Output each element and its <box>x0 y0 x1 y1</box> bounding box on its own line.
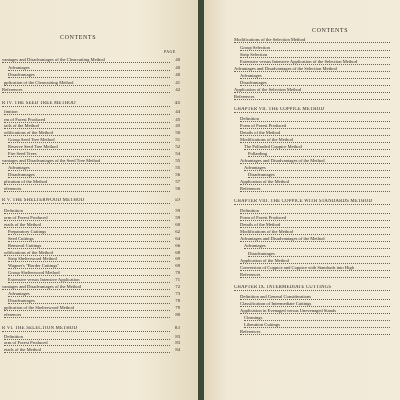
left-toc-entry-page: 54 <box>175 151 180 156</box>
left-toc-entry <box>8 144 180 151</box>
left-toc-entry-page: 69 <box>175 256 180 261</box>
left-toc-entry-page: 59 <box>174 198 180 203</box>
left-toc-entry-title: orm of Forest Produced <box>4 215 48 220</box>
left-toc-entry <box>4 186 180 193</box>
right-toc-entry-title: Pollarding <box>248 151 268 156</box>
left-toc-entry-title: R V. THE SHELTERWOOD METHOD <box>2 198 85 203</box>
left-toc-entry <box>8 243 180 250</box>
right-toc-entry <box>244 243 400 250</box>
right-toc-entry <box>240 59 400 66</box>
left-toc-entry-page: 59 <box>175 215 180 220</box>
left-toc-entry <box>2 326 180 333</box>
left-toc-entry-page: 40 <box>175 72 180 77</box>
right-toc-entry <box>240 116 400 123</box>
left-toc-entry <box>4 347 180 354</box>
right-toc-entry-title: Disadvantages <box>248 251 275 256</box>
left-toc-entry <box>8 270 180 277</box>
left-toc-entry-page: 70 <box>175 270 180 275</box>
right-toc-entry-title: Application in Evenaged versus Unevenaged Stands <box>240 308 337 313</box>
right-toc-entry-title: Definition <box>240 116 259 121</box>
left-toc-entry-title: tails of the Method <box>4 123 39 128</box>
dot-leader <box>8 70 170 71</box>
left-toc-entry-title: vantages and Disadvantages of the Seed Tree Method <box>2 158 101 163</box>
left-toc-entry-title: R VI. THE SELECTION METHOD <box>2 326 78 331</box>
left-toc-entry-title: etails of the Method <box>4 222 41 227</box>
right-toc-entry-title: References <box>240 272 261 277</box>
right-toc-entry-title: Advantages and Disadvantages of the Selection Method <box>234 66 337 71</box>
dot-leader <box>244 320 390 321</box>
right-toc-entry-title: Liberation Cuttings <box>244 322 280 327</box>
left-toc-entry-page: 59 <box>175 208 180 213</box>
right-toc-entry-title: Modifications of the Method <box>240 229 293 234</box>
left-toc-entry-title: Fire Seed Trees <box>8 151 37 156</box>
right-toc-entry <box>234 94 400 101</box>
left-toc-entry <box>8 172 180 179</box>
left-toc-entry-page: 62 <box>175 229 180 234</box>
left-toc-entry <box>8 165 180 172</box>
right-toc-entry-title: Definition and General Considerations <box>240 294 312 299</box>
right-toc-entry <box>240 73 400 80</box>
left-toc-entry-title: Wagner's "Border Cuttings" <box>8 263 60 268</box>
right-toc-entry <box>240 301 400 308</box>
right-toc-entry <box>248 172 400 179</box>
right-page <box>204 0 400 400</box>
left-toc-entry <box>8 151 180 158</box>
right-toc-entry <box>240 222 400 229</box>
right-toc-entry <box>234 107 400 114</box>
right-toc-entry <box>244 165 400 172</box>
right-toc-entry <box>240 186 400 193</box>
left-toc-entry <box>8 256 180 263</box>
left-toc-entry-page: 40 <box>175 57 180 62</box>
left-toc-entry-title: eferences <box>4 312 22 317</box>
left-toc-entry <box>4 208 180 215</box>
right-toc-entry <box>240 179 400 186</box>
right-toc-entry-title: Extensive versus Intensive Application of the Selection Method <box>240 59 357 64</box>
dot-leader <box>4 114 170 115</box>
left-toc-entry-title: vantages and Disadvantages of the Clearcutting Method <box>2 57 105 62</box>
left-toc-entry-title: Definition <box>4 208 23 213</box>
right-toc-entry-title: Classification of Intermediate Cuttings <box>240 301 312 306</box>
left-toc-entry <box>4 130 180 137</box>
right-toc-entry-title: Advantages <box>244 243 266 248</box>
right-toc-entry-title: Modifications of the Selection Method <box>234 37 306 42</box>
right-toc-entry <box>240 45 400 52</box>
left-page-column-label: PAGE <box>164 49 176 54</box>
right-toc-entry <box>234 285 400 292</box>
left-toc-entry <box>2 158 180 165</box>
right-toc-entry-title: Form of Forest Produced <box>240 123 287 128</box>
left-toc-entry <box>4 340 180 347</box>
dot-leader <box>248 156 390 157</box>
left-toc-entry <box>8 65 180 72</box>
right-toc-entry-title: Advantages and Disadvantages of the Method <box>240 158 325 163</box>
dot-leader <box>240 277 390 278</box>
left-toc-entry <box>4 305 180 312</box>
left-toc-entry-title: Advantages <box>8 165 30 170</box>
left-toc-entry-title: etails of the Method <box>4 347 41 352</box>
left-toc-entry <box>8 277 180 284</box>
right-toc-entry-title: Details of the Method <box>240 222 281 227</box>
left-toc-entry-page: 51 <box>175 137 180 142</box>
left-toc-entry <box>8 291 180 298</box>
right-toc-entry-title: References <box>240 186 261 191</box>
right-toc-entry <box>240 294 400 301</box>
left-toc-entry-title: Advantages <box>8 291 30 296</box>
right-toc-entry-title: Disadvantages <box>240 80 267 85</box>
dot-leader <box>8 296 170 297</box>
right-toc-entry <box>240 215 400 222</box>
right-toc-entry <box>240 308 400 315</box>
right-toc-entry <box>240 208 400 215</box>
right-toc-entry-title: Advantages <box>240 73 262 78</box>
left-toc-entry-title: Extensive versus Intensive Application <box>8 277 80 282</box>
left-page <box>0 0 198 400</box>
right-toc-entry-title: Form of Forest Produced <box>240 215 287 220</box>
left-toc-entry-page: 73 <box>175 291 180 296</box>
left-toc-entry-page: 52 <box>175 144 180 149</box>
right-toc-entry-title: Conversion of Coppice and Coppice with Standards into High <box>240 265 355 270</box>
left-toc-entry-page: 58 <box>175 186 180 191</box>
left-toc-entry-page: 57 <box>175 179 180 184</box>
right-toc-entry <box>234 66 400 73</box>
left-toc-entry <box>8 263 180 270</box>
left-toc-entry-page: 44 <box>175 109 180 114</box>
left-toc-entry-page: 41 <box>175 80 180 85</box>
left-toc-entry-title: odifications of the Method <box>4 130 53 135</box>
left-toc-entry-title: Reserve Seed Tree Method <box>8 144 58 149</box>
right-toc-entry <box>240 329 400 336</box>
left-toc-entry-page: 71 <box>175 277 180 282</box>
left-toc-entry <box>2 57 180 64</box>
left-toc-entry <box>4 215 180 222</box>
left-toc-entry-page: 83 <box>174 326 180 331</box>
left-toc-entry-page: 55 <box>175 165 180 170</box>
dot-leader <box>8 170 170 171</box>
right-toc-entry-title: CHAPTER VII. THE COPPICE METHOD <box>234 107 325 112</box>
right-toc-entry <box>240 236 400 243</box>
right-toc-entry-title: Advantages and Disadvantages of the Method <box>240 236 325 241</box>
left-toc-entry-page: 45 <box>175 123 180 128</box>
right-toc-entry-title: Definition <box>240 208 259 213</box>
left-toc-entry-title: eferences <box>4 186 22 191</box>
left-toc-entry-page: 66 <box>175 243 180 248</box>
left-toc-entry-title: References <box>2 87 23 92</box>
right-toc-entry <box>240 123 400 130</box>
right-toc-entry <box>240 258 400 265</box>
right-toc-entry-title: References <box>240 329 261 334</box>
left-toc-entry-page: 80 <box>175 312 180 317</box>
right-toc-entry-title: Cleanings <box>244 315 263 320</box>
right-toc-entry-title: Modifications of the Method <box>240 137 293 142</box>
right-toc-entry <box>240 130 400 137</box>
right-toc-entry <box>248 251 400 258</box>
right-toc-entry <box>240 272 400 279</box>
left-toc-entry-page: 40 <box>175 65 180 70</box>
left-toc-entry-title: Preparatory Cuttings <box>8 229 47 234</box>
left-toc-entry-page: 44 <box>174 101 180 106</box>
left-toc-entry-page: 83 <box>175 340 180 345</box>
left-toc-entry <box>4 312 180 319</box>
right-toc-entry <box>240 137 400 144</box>
left-toc-entry-title: pplication of the Clearcutting Method <box>4 80 74 85</box>
right-toc-entry-title: References <box>234 94 255 99</box>
left-toc-entry <box>4 123 180 130</box>
left-toc-entry <box>2 198 180 205</box>
right-toc-entry <box>244 322 400 329</box>
left-toc-entry-title: odifications of the Method <box>4 250 53 255</box>
right-toc-entry <box>240 158 400 165</box>
left-toc-entry-title: Strip Shelterwood Method <box>8 256 57 261</box>
right-toc-entry <box>240 229 400 236</box>
left-toc-entry-title: orm of Forest Produced <box>4 340 48 345</box>
left-toc-entry-page: 42 <box>175 87 180 92</box>
left-toc-entry <box>4 222 180 229</box>
dot-leader <box>240 121 390 122</box>
left-toc-entry-page: 55 <box>175 158 180 163</box>
left-toc-entry-title: Disadvantages <box>8 298 35 303</box>
left-toc-entry-page: 60 <box>175 222 180 227</box>
right-toc-entry-title: Application of the Method <box>240 258 289 263</box>
left-toc-entry-page: 72 <box>175 284 180 289</box>
right-toc-entry <box>240 265 400 272</box>
left-toc-entry-title: finition <box>4 109 18 114</box>
dot-leader <box>2 92 170 93</box>
dot-leader <box>240 334 390 335</box>
left-toc-entry-page: 79 <box>175 305 180 310</box>
left-toc-entry-page: 45 <box>175 117 180 122</box>
left-toc-entry <box>8 72 180 79</box>
left-toc-entry <box>8 137 180 144</box>
right-toc-entry <box>240 80 400 87</box>
right-toc-entry-title: Application of the Method <box>240 179 289 184</box>
right-toc-entry-title: Disadvantages <box>248 172 275 177</box>
right-toc-entry-title: The Pollarded Coppice Method <box>244 144 302 149</box>
left-toc-entry <box>4 80 180 87</box>
left-toc-entry <box>2 87 180 94</box>
left-toc-entry-page: 83 <box>175 334 180 339</box>
left-toc-entry-title: pplication of the Shelterwood Method <box>4 305 74 310</box>
right-toc-entry <box>234 37 400 44</box>
right-toc-entry-title: Advantages <box>244 165 266 170</box>
left-toc-entry <box>4 109 180 116</box>
left-toc-entry-page: 69 <box>175 263 180 268</box>
left-toc-entry-page: 84 <box>175 347 180 352</box>
left-toc-entry-title: plication of the Method <box>4 179 48 184</box>
left-toc-entry-title: Definition <box>4 334 23 339</box>
dot-leader <box>4 213 170 214</box>
left-toc-entry-title: Group Shelterwood Method <box>8 270 60 275</box>
left-toc-entry-page: 56 <box>175 172 180 177</box>
left-toc-entry <box>8 229 180 236</box>
right-toc-entry-title: Strip Selection <box>240 52 268 57</box>
right-toc-entry-title: CHAPTER IX. INTERMEDIATE CUTTINGS <box>234 285 332 290</box>
right-toc-entry-title: Application of the Selection Method <box>234 87 302 92</box>
right-toc-entry <box>244 144 400 151</box>
left-toc-entry-page: 68 <box>175 250 180 255</box>
right-toc-entry <box>244 315 400 322</box>
dot-leader <box>4 317 170 318</box>
left-toc-entry-page: 64 <box>175 236 180 241</box>
right-toc-entry <box>234 87 400 94</box>
left-toc-entry-title: rm of Forest Produced <box>4 117 46 122</box>
left-toc-entry-title: Seed Cuttings <box>8 236 34 241</box>
dot-leader <box>4 191 170 192</box>
left-toc-entry-page: 78 <box>175 298 180 303</box>
dot-leader <box>240 191 390 192</box>
right-toc-entry <box>248 151 400 158</box>
left-toc-entry-title: R IV. THE SEED TREE METHOD <box>2 101 76 106</box>
left-toc-entry-title: Group Seed Tree Method <box>8 137 55 142</box>
left-toc-entry <box>8 298 180 305</box>
left-toc-entry <box>4 179 180 186</box>
left-page-heading: CONTENTS <box>60 35 97 41</box>
right-toc-entry-title: Details of the Method <box>240 130 281 135</box>
right-toc-entry-title: CHAPTER VIII. THE COPPICE WITH STANDARDS METHOD <box>234 199 373 204</box>
left-toc-entry <box>2 101 180 108</box>
left-toc-entry-title: Disadvantages <box>8 72 35 77</box>
left-toc-entry-title: Advantages <box>8 65 30 70</box>
left-toc-entry <box>8 236 180 243</box>
dot-leader <box>234 99 390 100</box>
left-toc-entry-page: 50 <box>175 130 180 135</box>
right-toc-entry <box>234 199 400 206</box>
left-toc-entry <box>2 284 180 291</box>
left-toc-entry-title: vantages and Disadvantages of the Method <box>2 284 81 289</box>
right-page-heading: CONTENTS <box>312 28 349 34</box>
right-toc-entry-title: Group Selection <box>240 45 270 50</box>
dot-leader <box>240 213 390 214</box>
left-toc-entry-title: Disadvantages <box>8 172 35 177</box>
right-toc-entry <box>240 52 400 59</box>
left-toc-entry-title: Removal Cuttings <box>8 243 42 248</box>
